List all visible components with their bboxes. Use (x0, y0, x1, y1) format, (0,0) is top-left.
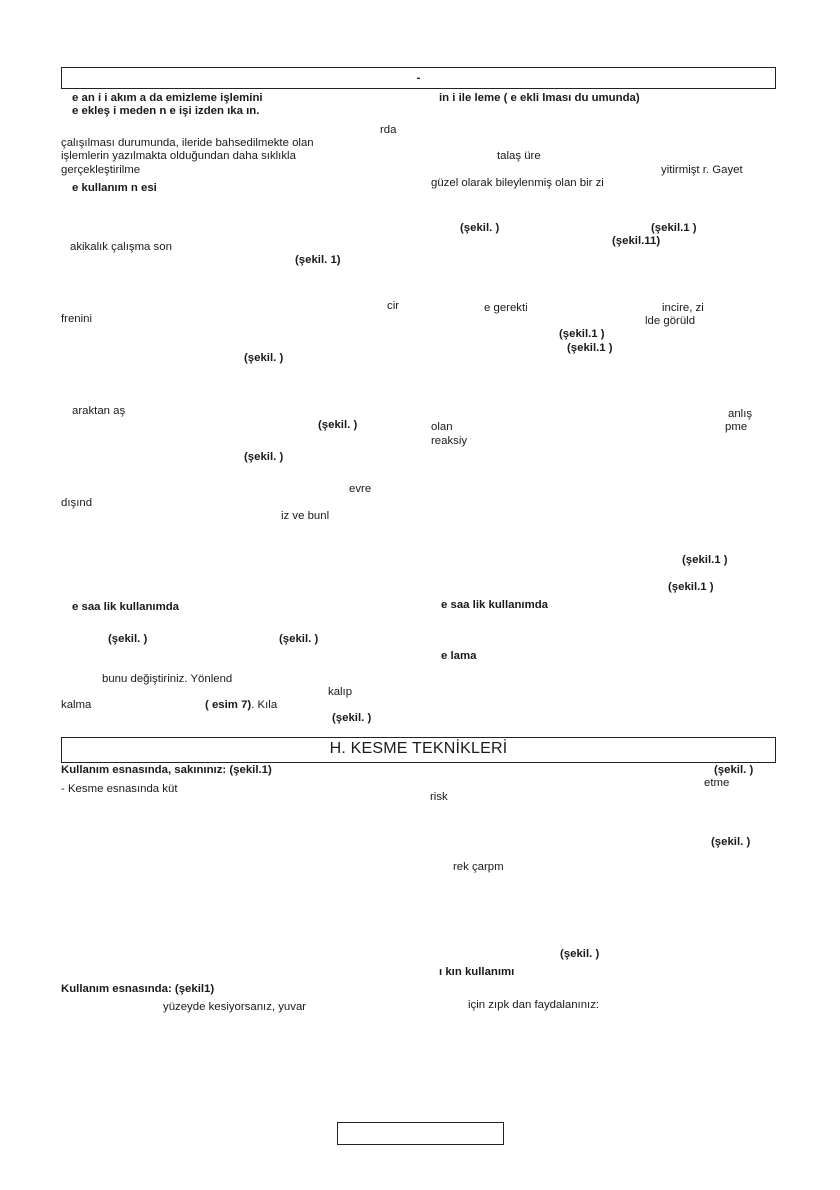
lower-right-line-7: için zıpk dan faydalanınız: (468, 999, 600, 1011)
right-line-5: (şekil.1 ) (651, 222, 697, 234)
right-line-15: reaksiy (431, 435, 468, 447)
right-line-11: (şekil.1 ) (567, 342, 613, 354)
left-line-1: e ekleş i meden n e işi izden ıka ın. (72, 105, 260, 117)
lower-right-line-4: rek çarpm (453, 861, 504, 873)
left-line-21: bunu değiştiriniz. Yönlend (102, 673, 233, 685)
right-line-2: yitirmişt r. Gayet (661, 164, 743, 176)
left-line-10: frenini (61, 313, 93, 325)
left-line-24-25 (205, 699, 277, 712)
lower-left-line-2: Kullanım esnasında: (şekil1) (61, 983, 215, 995)
left-line-6: e kullanım n esi (72, 182, 157, 194)
left-line-18: e saa lik kullanımda (72, 601, 179, 613)
right-line-14: pme (725, 421, 748, 433)
left-line-0: e an i i akım a da emizleme işlemini (72, 92, 263, 104)
right-line-13: olan (431, 421, 453, 433)
figure-reference: ( esim 7) (205, 699, 252, 711)
top-header-box (61, 67, 776, 89)
lower-right-line-1: etme (704, 777, 730, 789)
lower-right-line-5: (şekil. ) (560, 948, 600, 960)
right-line-10: (şekil.1 ) (559, 328, 605, 340)
left-line-4: işlemlerin yazılmakta olduğundan daha sıklıkla (61, 150, 296, 162)
left-line-7: akikalık çalışma son (70, 241, 172, 253)
lower-left-line-1: - Kesme esnasında küt (61, 783, 178, 795)
right-line-9: lde görüld (645, 315, 696, 327)
left-line-13: (şekil. ) (318, 419, 358, 431)
page-number-box (337, 1122, 504, 1145)
left-line-19: (şekil. ) (108, 633, 148, 645)
left-text-fragment: . Kıla (251, 699, 278, 711)
left-line-20: (şekil. ) (279, 633, 319, 645)
right-line-16: (şekil.1 ) (682, 554, 728, 566)
left-line-14: (şekil. ) (244, 451, 284, 463)
left-line-2: rda (380, 124, 397, 136)
left-line-17: iz ve bunl (281, 510, 330, 522)
right-line-8: incire, zi (662, 302, 704, 314)
left-line-22: kalıp (328, 686, 353, 698)
right-line-6: (şekil.11) (612, 235, 661, 247)
left-line-26: (şekil. ) (332, 712, 372, 724)
lower-right-line-2: risk (430, 791, 448, 803)
right-line-1: talaş üre (497, 150, 541, 162)
right-line-12: anlış (728, 408, 753, 420)
lower-right-line-0: (şekil. ) (714, 764, 754, 776)
right-line-3: güzel olarak bileylenmiş olan bir zi (431, 177, 604, 189)
right-line-0: in i ile leme ( e ekli lması du umunda) (439, 92, 640, 104)
right-line-18: e saa lik kullanımda (441, 599, 548, 611)
section-h-box (61, 737, 776, 763)
left-line-8: (şekil. 1) (295, 254, 341, 266)
lower-right-line-3: (şekil. ) (711, 836, 751, 848)
left-line-15: evre (349, 483, 372, 495)
left-line-16: dışınd (61, 497, 93, 509)
left-line-3: çalışılması durumunda, ileride bahsedilmekte olan (61, 137, 314, 149)
section-h-title: H. KESME TEKNİKLERİ (329, 740, 508, 757)
left-line-12: araktan aş (72, 405, 126, 417)
left-line-5: gerçekleştirilme (61, 164, 141, 176)
right-line-19: e lama (441, 650, 477, 662)
lower-left-line-0: Kullanım esnasında, sakınınız: (şekil.1) (61, 764, 272, 776)
right-line-17: (şekil.1 ) (668, 581, 714, 593)
left-line-23: kalma (61, 699, 92, 711)
lower-right-line-6: ı kın kullanımı (439, 966, 515, 978)
left-line-11: (şekil. ) (244, 352, 284, 364)
right-line-4: (şekil. ) (460, 222, 500, 234)
top-header-text: - (416, 72, 421, 84)
lower-left-line-3: yüzeyde kesiyorsanız, yuvar (163, 1001, 307, 1013)
right-line-7: e gerekti (484, 302, 528, 314)
left-line-9: cir (387, 300, 400, 312)
